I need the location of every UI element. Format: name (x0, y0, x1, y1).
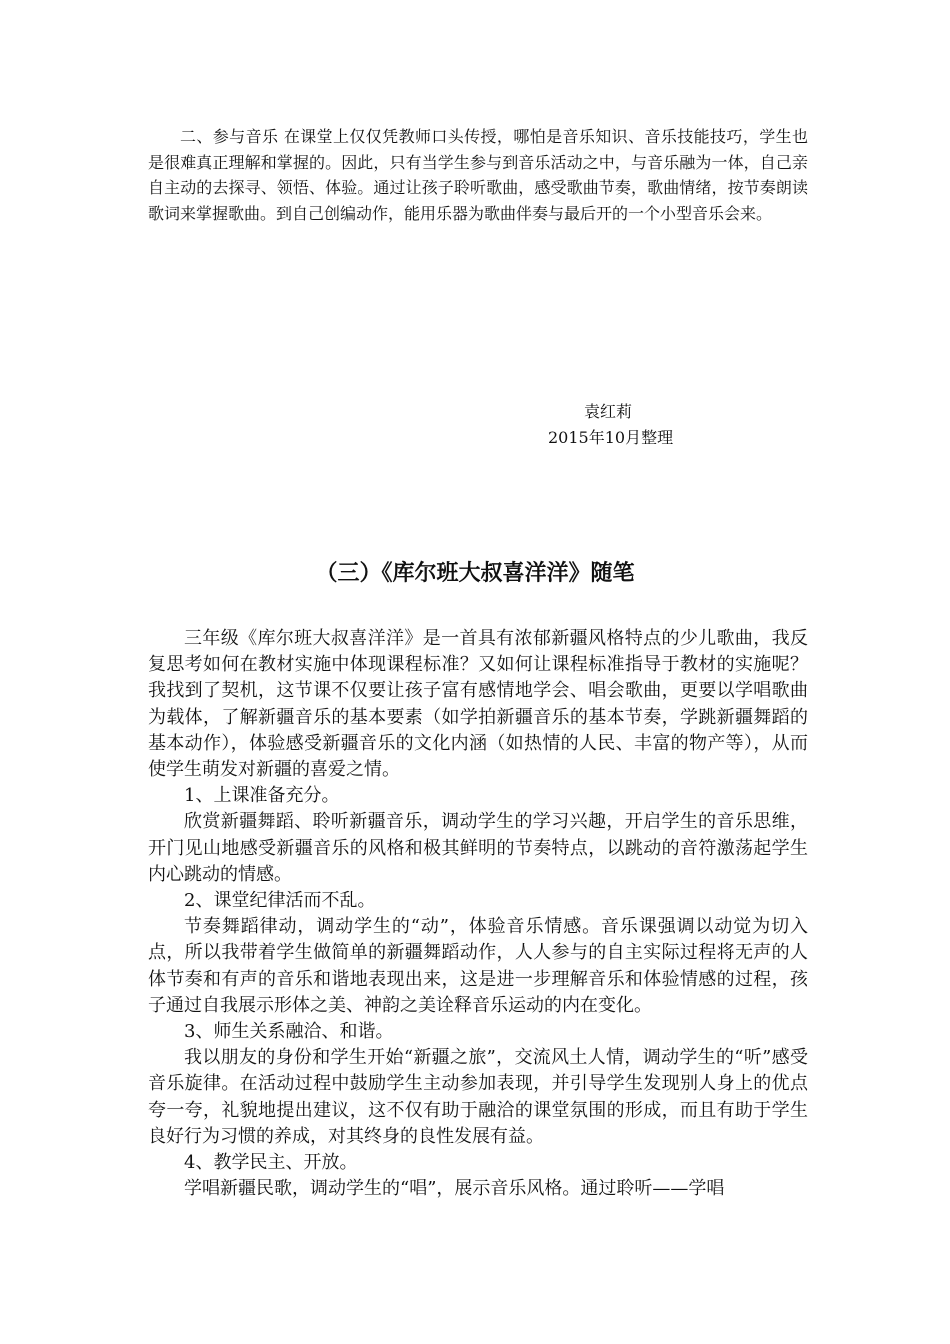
paragraph: 二、参与音乐 在课堂上仅仅凭教师口头传授，哪怕是音乐知识、音乐技能技巧，学生也是很难真正理解和掌握的。因此，只有当学生参与到音乐活动之中，与音乐融为一体，自己亲自主动的去探寻、领悟、体验。通过让孩子聆听歌曲，感受歌曲节奏，歌曲情绪，按节奏朗读歌词来掌握歌曲。到自己创编动作，能用乐器为歌曲伴奏与最后开的一个小型音乐会来。 (148, 127, 808, 223)
paragraph: 2、课堂纪律活而不乱。 (184, 890, 376, 912)
paragraph: 三年级《库尔班大叔喜洋洋》是一首具有浓郁新疆风格特点的少儿歌曲，我反复思考如何在教材实施中体现课程标准？又如何让课程标准指导于教材的实施呢？我找到了契机，这节课不仅要让孩子富有感情地学会、唱会歌曲，更要以学唱歌曲为载体，了解新疆音乐的基本要素（如学拍新疆音乐的基本节奏，学跳新疆舞蹈的基本动作），体验感受新疆音乐的文化内涵（如热情的人民、丰富的物产等），从而使学生萌发对新疆的喜爱之情。 (148, 628, 808, 781)
paragraph: 节奏舞蹈律动，调动学生的“动”，体验音乐情感。音乐课强调以动觉为切入点，所以我带着学生做简单的新疆舞蹈动作，人人参与的自主实际过程将无声的人体节奏和有声的音乐和谐地表现出来，这是进一步理解音乐和体验情感的过程，孩子通过自我展示形体之美、神韵之美诠释音乐运动的内在变化。 (148, 916, 808, 1016)
signature-date: 2015年10月整理 (548, 428, 674, 447)
section-essay (148, 626, 808, 1202)
paragraph: 学唱新疆民歌，调动学生的“唱”，展示音乐风格。通过聆听——学唱 (184, 1178, 725, 1200)
paragraph: 1、上课准备充分。 (184, 785, 340, 807)
author-name: 袁红莉 (584, 402, 633, 421)
paragraph: 4、教学民主、开放。 (184, 1152, 358, 1174)
section-participation (148, 124, 808, 226)
paragraph: 我以朋友的身份和学生开始“新疆之旅”，交流风土人情，调动学生的“听”感受音乐旋律。在活动过程中鼓励学生主动参加表现，并引导学生发现别人身上的优点夸一夸，礼貌地提出建议，这不仅有助于融洽的课堂氛围的形成，而且有助于学生良好行为习惯的养成，对其终身的良性发展有益。 (148, 1047, 808, 1147)
paragraph: 欣赏新疆舞蹈、聆听新疆音乐，调动学生的学习兴趣，开启学生的音乐思维，开门见山地感受新疆音乐的风格和极其鲜明的节奏特点，以跳动的音符激荡起学生内心跳动的情感。 (148, 811, 808, 885)
paragraph: 3、师生关系融洽、和谐。 (184, 1021, 394, 1043)
section-title: （三）《库尔班大叔喜洋洋》随笔 (315, 561, 635, 586)
